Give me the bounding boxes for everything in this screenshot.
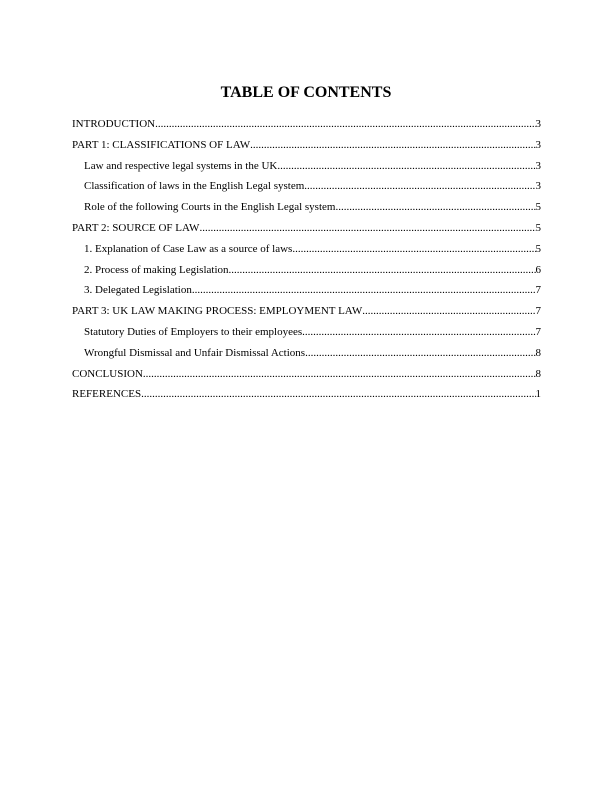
toc-dot-leader	[335, 199, 535, 215]
toc-title: TABLE OF CONTENTS	[220, 84, 392, 101]
toc-entry-text: REFERENCES	[72, 388, 142, 401]
toc-entry-dismissal-actions[interactable]	[72, 345, 541, 366]
toc-entry-text: Statutory Duties of Employers to their employees	[84, 325, 303, 338]
toc-dot-leader	[362, 303, 535, 319]
toc-entry-introduction[interactable]	[72, 116, 541, 137]
toc-dot-leader	[143, 366, 536, 382]
toc-dot-leader	[229, 262, 536, 278]
toc-entry-role-of-courts[interactable]	[72, 199, 541, 220]
toc-page-number: 5	[535, 201, 541, 214]
toc-page-number: 7	[535, 325, 541, 338]
toc-dot-leader	[250, 137, 535, 153]
toc-entry-delegated-legislation[interactable]	[72, 282, 541, 303]
toc-entry-classification-of-laws[interactable]	[72, 178, 541, 199]
toc-list	[72, 116, 541, 407]
toc-entry-text: 3. Delegated Legislation	[84, 284, 192, 297]
toc-entry-text: PART 3: UK LAW MAKING PROCESS: EMPLOYMENT LAW	[72, 305, 363, 318]
toc-entry-conclusion[interactable]	[72, 366, 541, 387]
toc-entry-text: CONCLUSION	[72, 367, 143, 380]
toc-entry-statutory-duties[interactable]	[72, 324, 541, 345]
toc-entry-case-law[interactable]	[72, 241, 541, 262]
toc-dot-leader	[192, 282, 536, 298]
toc-page-number: 8	[535, 346, 541, 359]
toc-entry-part-2[interactable]	[72, 220, 541, 241]
toc-entry-text: 2. Process of making Legislation	[84, 263, 229, 276]
toc-entry-text: PART 1: CLASSIFICATIONS OF LAW	[72, 138, 251, 151]
toc-page-number: 1	[535, 388, 541, 401]
toc-page-number: 3	[535, 159, 541, 172]
toc-page-number: 5	[535, 221, 541, 234]
toc-dot-leader	[277, 158, 535, 174]
toc-page-number: 7	[535, 305, 541, 318]
toc-dot-leader	[292, 241, 535, 257]
toc-entry-text: INTRODUCTION	[72, 118, 156, 130]
toc-entry-text: Law and respective legal systems in the UK	[84, 159, 278, 172]
toc-entry-text: Wrongful Dismissal and Unfair Dismissal Actions	[84, 346, 306, 359]
toc-page-number: 6	[535, 263, 541, 276]
toc-entry-text: Classification of laws in the English Legal system	[84, 180, 305, 193]
toc-dot-leader	[141, 386, 535, 402]
toc-page-number: 3	[535, 118, 541, 130]
toc-entry-text: Role of the following Courts in the English Legal system	[84, 201, 336, 214]
toc-page-number: 8	[535, 367, 541, 380]
toc-dot-leader	[302, 324, 535, 340]
toc-entry-part-1[interactable]	[72, 137, 541, 158]
toc-dot-leader	[304, 178, 535, 194]
toc-dot-leader	[199, 220, 535, 236]
toc-entry-text: PART 2: SOURCE OF LAW	[72, 221, 200, 234]
toc-entry-legal-systems[interactable]	[72, 158, 541, 179]
toc-page-number: 7	[535, 284, 541, 297]
toc-page-number: 3	[535, 138, 541, 151]
toc-entry-making-legislation[interactable]	[72, 262, 541, 283]
toc-entry-text: 1. Explanation of Case Law as a source of laws	[84, 242, 293, 255]
toc-page-number: 5	[535, 242, 541, 255]
toc-entry-part-3[interactable]	[72, 303, 541, 324]
toc-dot-leader	[155, 116, 535, 132]
toc-entry-references[interactable]	[72, 386, 541, 407]
toc-page-number: 3	[535, 180, 541, 193]
toc-dot-leader	[305, 345, 535, 361]
